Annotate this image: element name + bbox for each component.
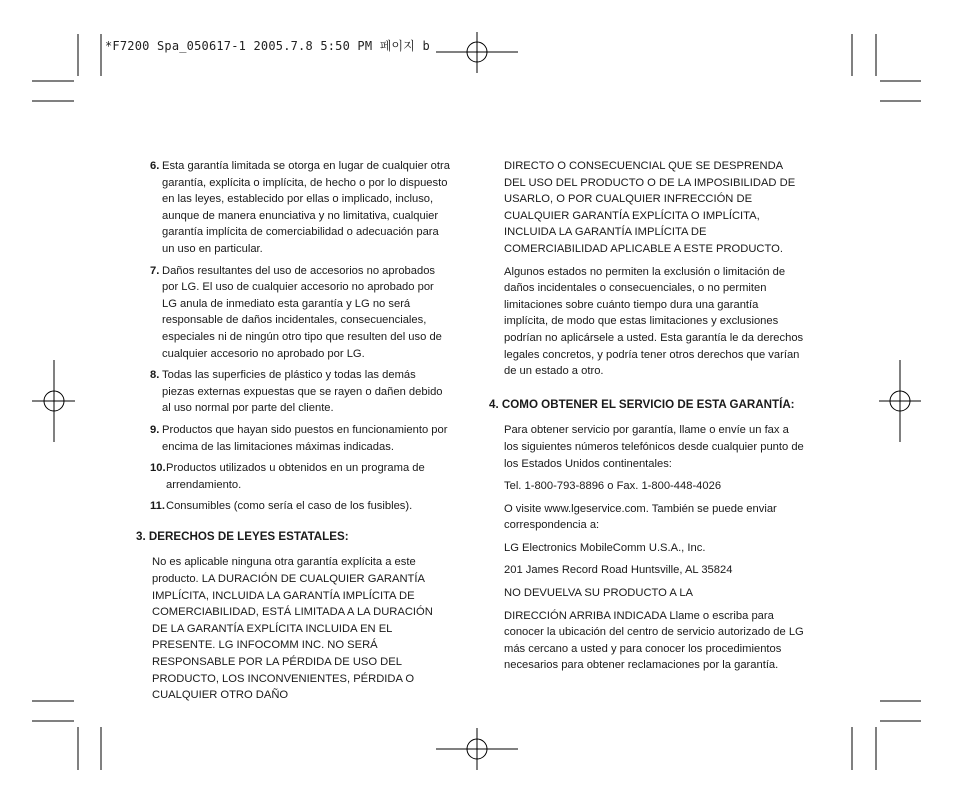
list-item [150, 460, 450, 493]
paragraph: NO DEVUELVA SU PRODUCTO A LA [504, 587, 693, 600]
item-text: Daños resultantes del uso de accesorios no aprobados por LG. El uso de cualquier accesorio no aprobado por LG anula de inmediato esta garantía y LG no será responsable de daños incidentales, consecuenciales, especiales ni de ningún otro tipo que resulten del uso de cualquier accesorio no aprobado por LG. [162, 264, 442, 360]
item-number: 7. [150, 264, 160, 277]
item-number: 11. [150, 500, 165, 513]
section-3-heading: 3. DERECHOS DE LEYES ESTATALES: [136, 529, 349, 543]
list-item [150, 158, 450, 258]
section-3-paragraph: No es aplicable ninguna otra garantía explícita a este producto. LA DURACIÓN DE CUALQUIER GARANTÍA IMPLÍCITA, INCLUIDA LA GARANTÍA IMPLÍCITA DE COMERCIABILIDAD, ESTÁ LIMITADA A LA DURACIÓN DE LA GARANTÍA EXPLÍCITA INCLUIDA EN EL PRESENTE. LG INFOCOMM INC. NO SERÁ RESPONSABLE POR LA PÉRDIDA DE USO DEL PRODUCTO, LOS INCONVENIENTES, PÉRDIDA O CUALQUIER OTRO DAÑO [152, 556, 433, 702]
item-number: 6. [150, 160, 160, 172]
left-column [136, 158, 450, 710]
address-line: 201 James Record Road Huntsville, AL 35824 [504, 564, 733, 577]
phone-fax-line: Tel. 1-800-793-8896 o Fax. 1-800-448-4026 [504, 480, 722, 493]
paragraph: DIRECTO O CONSECUENCIAL QUE SE DESPRENDA DEL USO DEL PRODUCTO O DE LA IMPOSIBILIDAD DE USARLO, O POR CUALQUIER INFRECCIÓN DE CUALQUIER GARANTÍA EXPLÍCITA O IMPLÍCITA, INCLUIDA LA GARANTÍA IMPLÍCITA DE COMERCIABILIDAD APLICABLE A ESTE PRODUCTO. [504, 160, 796, 255]
list-item [150, 263, 450, 363]
print-slug: *F7200 Spa_050617-1 2005.7.8 5:50 PM 페이지 b [105, 39, 430, 53]
item-text: Consumibles (como sería el caso de los fusibles). [166, 500, 413, 513]
paragraph: O visite www.lgeservice.com. También se puede enviar correspondencia a: [504, 502, 777, 532]
item-number: 9. [150, 423, 160, 436]
item-text: Esta garantía limitada se otorga en lugar de cualquier otra garantía, explícita o implícita, de hecho o por lo dispuesto en las leyes, establecido por ellas o implicado, incluso, aunque de manera enunciativa y no limitativa, cualquier garantía implícita de comerciabilidad o adecuación para un uso en particular. [162, 160, 450, 255]
item-text: Productos utilizados u obtenidos en un programa de arrendamiento. [166, 462, 425, 491]
item-number: 8. [150, 369, 160, 382]
registration-mark-right [879, 360, 921, 442]
section-4-heading: 4. COMO OBTENER EL SERVICIO DE ESTA GARANTÍA: [489, 397, 795, 411]
company-name: LG Electronics MobileComm U.S.A., Inc. [504, 541, 706, 554]
paragraph: DIRECCIÓN ARRIBA INDICADA Llame o escriba para conocer la ubicación del centro de servicio autorizado de LG más cercano a usted y para conocer los procedimientos necesarios para obtener reclamaciones por la garantía. [504, 609, 804, 672]
registration-mark-top [436, 32, 518, 73]
list-item [150, 367, 450, 417]
registration-mark-bottom [436, 728, 518, 770]
item-number: 10. [150, 462, 166, 475]
right-column [489, 158, 804, 680]
registration-mark-left [32, 360, 75, 442]
list-item [150, 498, 450, 515]
paragraph: Algunos estados no permiten la exclusión o limitación de daños incidentales o consecuenciales, o no permiten limitaciones sobre cuánto tiempo dura una garantía implícita, de modo que estas limitaciones y exclusiones podrían no aplicársele a usted. Esta garantía le da derechos legales concretos, y podría tener otros derechos que varían de un estado a otro. [504, 265, 804, 378]
list-item [150, 422, 450, 455]
item-text: Productos que hayan sido puestos en funcionamiento por encima de las limitaciones máximas indicadas. [162, 423, 448, 453]
item-text: Todas las superficies de plástico y todas las demás piezas externas expuestas que se rayen o dañen debido al uso normal por parte del cliente. [162, 369, 443, 415]
paragraph: Para obtener servicio por garantía, llame o envíe un fax a los siguientes números telefónicos desde cualquier punto de los Estados Unidos continentales: [504, 424, 804, 470]
